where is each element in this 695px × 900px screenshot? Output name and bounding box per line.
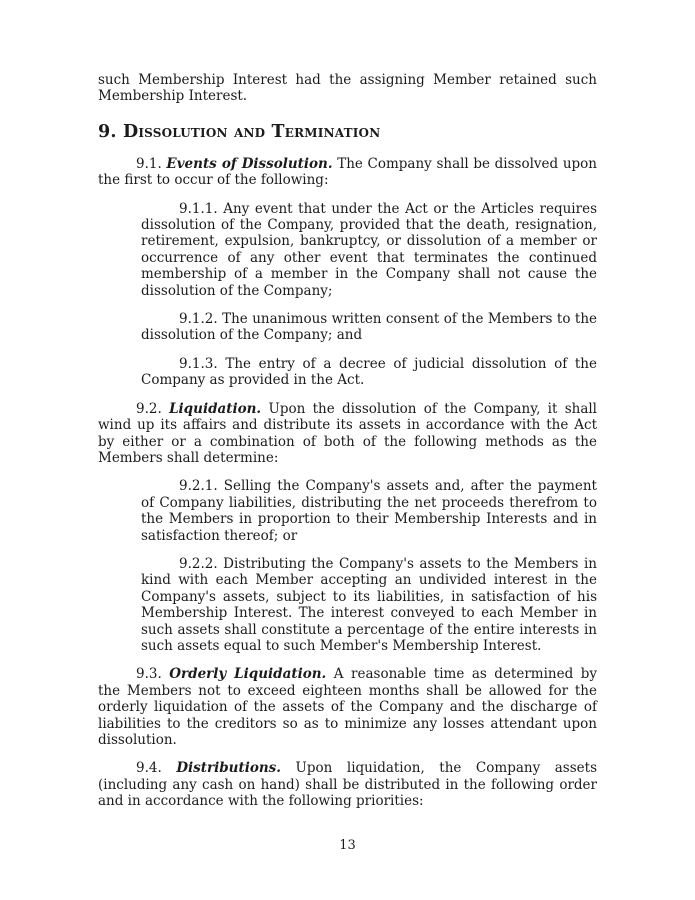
section-body: Any event that under the Act or the Articles requires dissolution of the Company, provided that the death, resignation, retirement, expulsion, bankruptcy, or dissolution of a member or occurrence of any other event that terminates the continued membership of a member in the Company shall not cause the dissolution of the Company;: [141, 200, 597, 299]
section-body: The Company shall be dissolved upon the first to occur of the following:: [98, 155, 597, 189]
continuation-text: such Membership Interest had the assigning Member retained such Membership Interest.: [98, 72, 597, 105]
section-body: The entry of a decree of judicial dissolution of the Company as provided in the Act.: [141, 355, 597, 389]
section-title: Liquidation.: [169, 400, 262, 417]
section-number: 9.1.: [136, 155, 162, 172]
continuation-paragraph: [98, 72, 597, 105]
section-body: The unanimous written consent of the Members to the dissolution of the Company; and: [141, 311, 597, 344]
paragraph-9-3: [98, 666, 597, 748]
section-body: Upon the dissolution of the Company, it shall wind up its affairs and distribute its assets in accordance with the Act by either or a combination of both of the following methods as the Members shall determine:: [98, 400, 597, 466]
section-body: Upon liquidation, the Company assets (including any cash on hand) shall be distributed in the following order and in accordance with the following priorities:: [98, 760, 597, 810]
paragraph-9-2-2: [141, 556, 597, 654]
section-number: 9.3.: [136, 666, 162, 683]
section-number: 9.4.: [136, 760, 162, 777]
section-body: Selling the Company's assets and, after the payment of Company liabilities, distributing the net proceeds therefrom to the Members in proportion to their Membership Interests and in satisfaction thereof; or: [141, 478, 597, 544]
document-content: [98, 72, 597, 822]
paragraph-9-4: [98, 760, 597, 809]
section-heading: 9. Dissolution and Termination: [98, 121, 381, 142]
paragraph-9-2: [98, 401, 597, 467]
section-number: 9.2.1.: [179, 478, 218, 495]
section-number: 9.1.2.: [179, 311, 218, 328]
paragraph-9-1-2: [141, 311, 597, 344]
section-number: 9.2.: [136, 400, 162, 417]
page-number: 13: [339, 838, 356, 853]
section-title: Orderly Liquidation.: [169, 666, 327, 683]
paragraph-9-1-3: [141, 356, 597, 389]
section-title: Events of Dissolution.: [166, 155, 333, 172]
section-number: 9.2.2.: [179, 555, 218, 572]
section-body: A reasonable time as determined by the Members not to exceed eighteen months shall be allowed for the orderly liquidation of the assets of the Company and the discharge of liabilities to the creditors so as to minimize any losses attendant upon dissolution.: [98, 666, 598, 748]
section-title: Distributions.: [176, 760, 281, 777]
section-number: 9.1.1.: [179, 200, 218, 217]
section-body: Distributing the Company's assets to the Members in kind with each Member accepting an undivided interest in the Company's assets, subject to its liabilities, in satisfaction of his Membership Interest. The interest conveyed to each Member in such assets shall constitute a percentage of the entire interests in such assets equal to such Member's Membership Interest.: [141, 555, 597, 654]
paragraph-9-1-1: [141, 201, 597, 299]
paragraph-9-2-1: [141, 478, 597, 544]
section-number: 9.1.3.: [179, 355, 218, 372]
paragraph-9-1: [98, 156, 597, 189]
